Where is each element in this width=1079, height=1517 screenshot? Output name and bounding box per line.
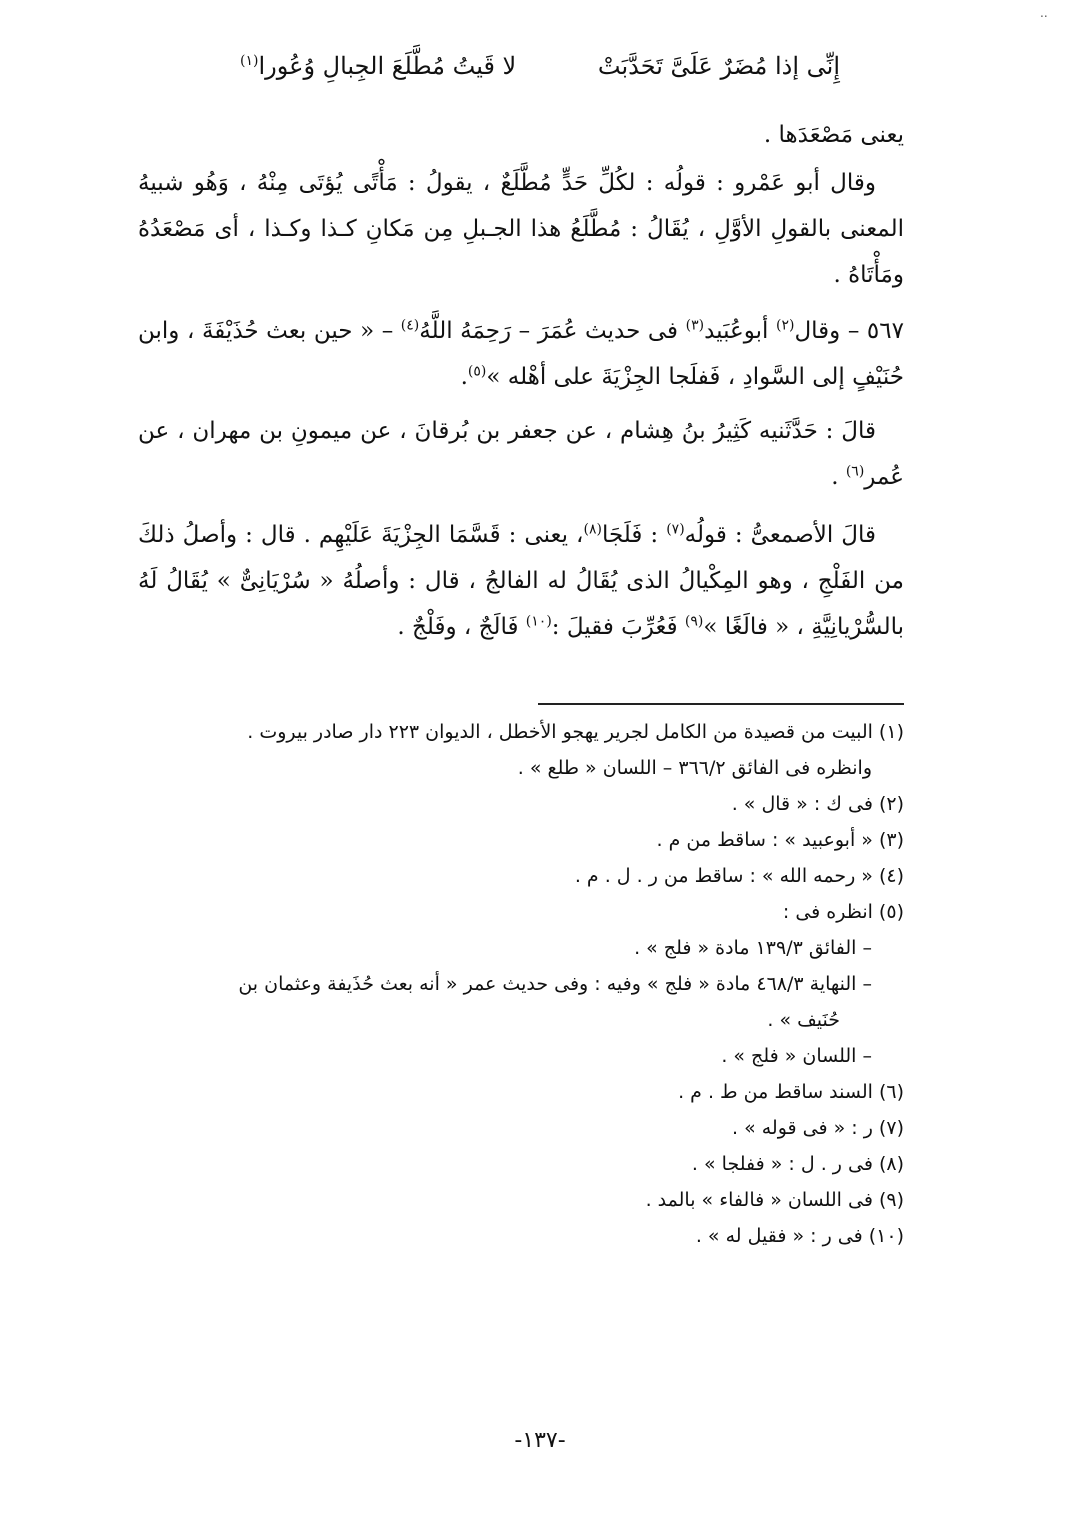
footnote-1: (١) البيت من قصيدة من الكامل لجرير يهجو الأخطل ، الديوان ٢٢٣ دار صادر بيروت . — [247, 721, 904, 743]
footnote-9: (٩) فى اللسان « فالفاء » بالمد . — [645, 1189, 904, 1211]
footnote-1-continuation: وانظره فى الفائق ٣٦٦/٢ – اللسان « طلع » . — [517, 757, 872, 779]
footnote-7: (٧) ر : « فى قوله » . — [732, 1117, 904, 1139]
footnote-ref-9[interactable]: (٩) — [684, 613, 704, 630]
verse-hemistich-first: إِنِّى إذا مُضَرٌ عَلَىَّ تَحَدَّبَتْ — [597, 52, 840, 80]
paragraph-yani: يعنى مَصْعَدَها . — [763, 122, 904, 148]
footnote-ref-7[interactable]: (٧) — [666, 521, 685, 538]
footnote-ref-5[interactable]: (٥) — [467, 363, 487, 380]
footnote-5-fa-iq: – الفائق ١٣٩/٣ مادة « فلج » . — [634, 937, 872, 959]
footnote-4: (٤) « رحمه الله » : ساقط من ر . ل . م . — [574, 865, 904, 887]
footnote-5-nihaya: – النهاية ٤٦٨/٣ مادة « فلج » وفيه : وفى حديث عمر « أنه بعث حُذَيفة وعثمان بن — [238, 973, 872, 995]
footnote-ref-3[interactable]: (٣) — [685, 317, 705, 334]
footnote-ref-6[interactable]: (٦) — [845, 463, 865, 480]
footnote-6: (٦) السند ساقط من ط . م . — [678, 1081, 904, 1103]
footnote-ref-1[interactable]: (١) — [240, 53, 259, 69]
verse-hemistich-second: لا قَيتُ مُطَّلَعَ الجِبالِ وُعُورا$^{(١)}$ — [240, 52, 517, 80]
footnote-2: (٢) فى ك : « قال » . — [731, 793, 904, 815]
paragraph-abu-amr: وقال أبو عَمْرو : قولُه : لكُلِّ حَدٍّ مُطَّلَعٌ ، يقولُ : مَأْتًى يُؤتَى مِنْهُ ، وَهُو شبيهُ المعنى بالقولِ الأوَّلِ ، يُقَالُ : مُطَّلَعُ هذا الجـبلِ مِن مَكانِ كـذا وكـذا ، أى مَصْعَدُهُ ومَأْتَاهُ . — [138, 170, 904, 288]
corner-mark: .. — [1040, 6, 1048, 20]
paragraph-asmai: قالَ الأصمعىُّ : قولُه$^{(٧)}$ : فَلَجَا$^{(٨)}$، يعنى : قَسَّمَا الجِزْيَةَ عَلَيْهِم . قال : وأصلُ ذلكَ من الفَلْجِ ، وهو المِكْيالُ الذى يُقَالُ له الفالجُ ، قال : وأصلُهُ « سُرْيَانِىٌّ » يُقَالُ لَهُ بالسُّرْيانِيَّةِ ، « فالَغًا »$^{(٩)}$ فَعُرِّبَ فقيلَ :$^{(١٠)}$ فَالَجٌ ، وفَلْجٌ . — [138, 521, 904, 640]
footnote-5-nihaya-continuation: حُنَيف » . — [767, 1009, 840, 1031]
paragraph-isnad: قالَ : حَدَّثَنيه كَثِيرُ بنُ هِشام ، عن جعفر بن بُرقانَ ، عن ميمونِ بن مهران ، عن عُمر$^{(٦)}$ . — [138, 418, 904, 490]
page-number: -١٣٧- — [514, 1428, 566, 1453]
footnote-10: (١٠) فى ر : « فقيل له » . — [695, 1225, 904, 1247]
footnote-3: (٣) « أبوعبيد » : ساقط من م . — [656, 829, 904, 851]
poem-verse — [240, 44, 840, 88]
footnote-ref-8[interactable]: (٨) — [583, 521, 602, 538]
footnotes-section — [132, 714, 904, 1254]
footnote-5-lisan: – اللسان « فلج » . — [721, 1045, 872, 1067]
footnote-ref-2[interactable]: (٢) — [775, 317, 795, 334]
footnote-ref-4[interactable]: (٤) — [400, 317, 420, 334]
footnote-5: (٥) انظره فى : — [782, 901, 904, 923]
footnote-ref-10[interactable]: (١٠) — [525, 613, 552, 630]
footnote-8: (٨) فى ر . ل : « ففلجا » . — [691, 1153, 904, 1175]
paragraph-entry-567: ٥٦٧ – وقال$^{(٢)}$ أبوعُبَيد$^{(٣)}$ فى حديث عُمَرَ – رَحِمَهُ اللَّهُ$^{(٤)}$ – « حين بعث حُذَيْفَةَ ، وابن حُنَيْفٍ إلى السَّوادِ ، فَفلَجا الجِزْيَةَ على أهْله »$^{(٥)}$. — [138, 317, 904, 390]
footnote-separator — [538, 703, 904, 705]
